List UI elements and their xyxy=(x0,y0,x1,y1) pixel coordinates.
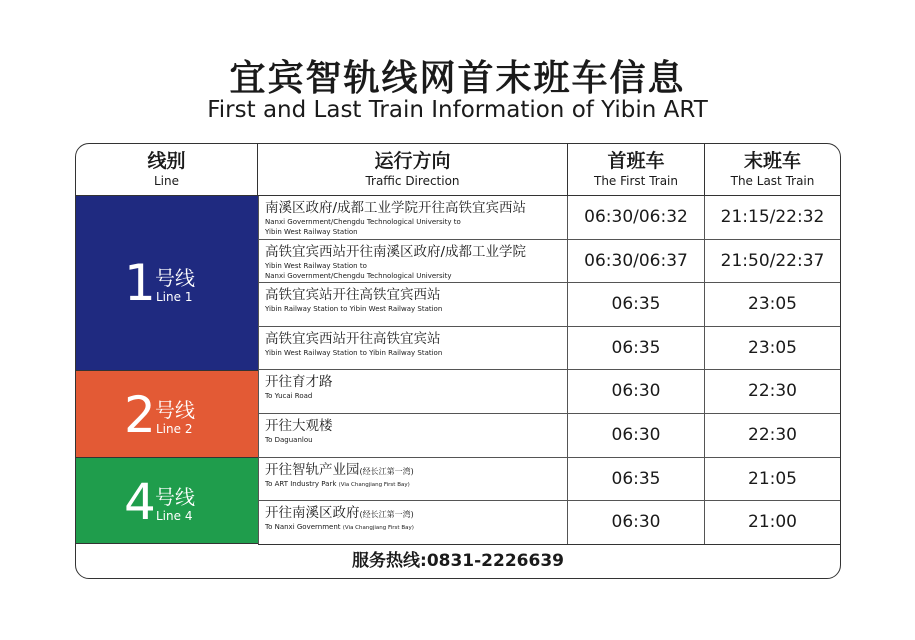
direction-zh-text: 开往大观楼 xyxy=(265,418,333,434)
header-direction-en: Traffic Direction xyxy=(365,174,460,188)
last-train-time: 21:15/22:32 xyxy=(720,207,825,227)
direction-cell xyxy=(258,196,568,239)
direction-en xyxy=(265,392,567,402)
header-last-zh: 末班车 xyxy=(743,150,801,172)
direction-zh xyxy=(265,287,567,305)
direction-en-text: Yibin West Railway Station to Yibin Railway Station xyxy=(265,348,443,357)
table-row xyxy=(258,458,840,502)
direction-cell xyxy=(258,240,568,283)
direction-en-text: To Yucai Road xyxy=(265,392,313,401)
direction-en-line2: Yibin West Railway Station xyxy=(265,228,358,236)
direction-en-text: Yibin Railway Station to Yibin West Railway Station xyxy=(265,305,443,314)
last-train-time: 21:00 xyxy=(748,512,797,533)
direction-zh-text: 高铁宜宾站开往高铁宜宾西站 xyxy=(265,287,441,304)
direction-en-note: (Via Changjiang First Bay) xyxy=(338,481,410,488)
line-1-number: 1 xyxy=(124,254,156,312)
line-4-number: 4 xyxy=(124,473,156,531)
header-line-en: Line xyxy=(153,174,179,188)
header-line-zh: 线别 xyxy=(147,150,186,172)
last-train-time: 23:05 xyxy=(748,337,797,358)
line-1-label-en: Line 1 xyxy=(156,290,193,304)
direction-cell xyxy=(258,501,568,544)
header-first xyxy=(568,144,705,196)
direction-en xyxy=(265,305,567,315)
direction-en xyxy=(265,436,567,446)
first-train-time: 06:35 xyxy=(568,327,705,370)
header-direction-zh: 运行方向 xyxy=(374,150,451,172)
first-train-time: 06:35 xyxy=(568,283,705,326)
title-english: First and Last Train Information of Yibin ART xyxy=(207,97,708,123)
direction-en xyxy=(265,349,567,359)
direction-zh-text: 开往南溪区政府 xyxy=(265,505,360,522)
header-direction xyxy=(258,144,568,196)
last-train-time: 22:30 xyxy=(748,381,797,402)
direction-zh xyxy=(265,374,567,392)
direction-en-line2: Nanxi Government/Chengdu Technological University xyxy=(265,271,452,280)
table-row xyxy=(258,283,840,327)
table-row xyxy=(258,414,840,458)
table-row xyxy=(258,196,840,240)
direction-zh xyxy=(265,462,567,480)
direction-zh xyxy=(265,418,567,436)
direction-zh-text: 开往智轨产业园 xyxy=(265,461,360,478)
direction-zh-note: (经长江第一湾) xyxy=(359,510,414,520)
direction-cell xyxy=(258,283,568,326)
line-4-label-zh: 号线 xyxy=(155,485,195,509)
first-train-time: 06:30 xyxy=(568,370,705,413)
direction-en-text: To Daguanlou xyxy=(265,436,313,444)
header-last-en: The Last Train xyxy=(730,174,815,188)
header-line xyxy=(76,144,258,196)
direction-cell xyxy=(258,458,568,501)
table-row xyxy=(258,501,840,545)
header-last xyxy=(705,144,840,196)
table-row xyxy=(258,240,840,284)
schedule-table xyxy=(75,143,841,579)
header-first-zh: 首班车 xyxy=(607,150,665,172)
direction-en xyxy=(265,262,567,272)
line-4-block xyxy=(76,458,258,544)
direction-zh-text: 高铁宜宾西站开往高铁宜宾站 xyxy=(265,330,441,347)
line-2-number: 2 xyxy=(124,386,156,444)
line-4-label-en: Line 4 xyxy=(156,509,193,523)
direction-en-text: Nanxi Government/Chengdu Technological University to xyxy=(265,218,461,226)
last-train-time: 21:50/22:37 xyxy=(720,250,825,271)
direction-zh xyxy=(265,200,567,218)
first-train-time: 06:30 xyxy=(568,501,705,544)
first-train-time: 06:30/06:32 xyxy=(568,196,705,239)
line-2-label-zh: 号线 xyxy=(155,398,195,422)
direction-cell xyxy=(258,370,568,413)
last-train-time: 22:30 xyxy=(748,425,797,445)
table-row xyxy=(258,370,840,414)
direction-zh xyxy=(265,331,567,349)
direction-zh-text: 高铁宜宾西站开往南溪区政府/成都工业学院 xyxy=(265,243,527,260)
first-train-time: 06:30 xyxy=(568,414,705,457)
header-first-en: The First Train xyxy=(594,174,678,188)
direction-zh xyxy=(265,244,567,262)
first-train-time: 06:30/06:37 xyxy=(568,240,705,283)
line-1-block xyxy=(76,196,258,371)
first-train-time: 06:35 xyxy=(568,458,705,501)
direction-zh-text: 南溪区政府/成都工业学院开往高铁宜宾西站 xyxy=(265,200,527,216)
line-1-label-zh: 号线 xyxy=(155,266,195,290)
direction-zh-note: (经长江第一湾) xyxy=(359,466,414,476)
title-chinese: 宜宾智轨线网首末班车信息 xyxy=(229,58,686,99)
last-train-time: 23:05 xyxy=(748,294,797,315)
direction-en-text: To Nanxi Government xyxy=(265,523,343,532)
direction-cell xyxy=(258,327,568,370)
direction-en-text: Yibin West Railway Station to xyxy=(265,261,367,270)
direction-en xyxy=(265,480,567,490)
service-hotline: 服务热线:0831-2226639 xyxy=(352,551,564,571)
direction-zh-text: 开往育才路 xyxy=(265,374,333,391)
table-row xyxy=(258,327,840,371)
direction-en-text: To ART Industry Park xyxy=(265,479,339,488)
direction-en xyxy=(265,218,567,228)
direction-en xyxy=(265,523,567,533)
line-2-label-en: Line 2 xyxy=(156,422,193,436)
line-2-block xyxy=(76,371,258,458)
direction-zh xyxy=(265,505,567,523)
last-train-time: 21:05 xyxy=(748,468,797,489)
direction-en-note: (Via Changjiang First Bay) xyxy=(342,525,414,532)
direction-cell xyxy=(258,414,568,457)
